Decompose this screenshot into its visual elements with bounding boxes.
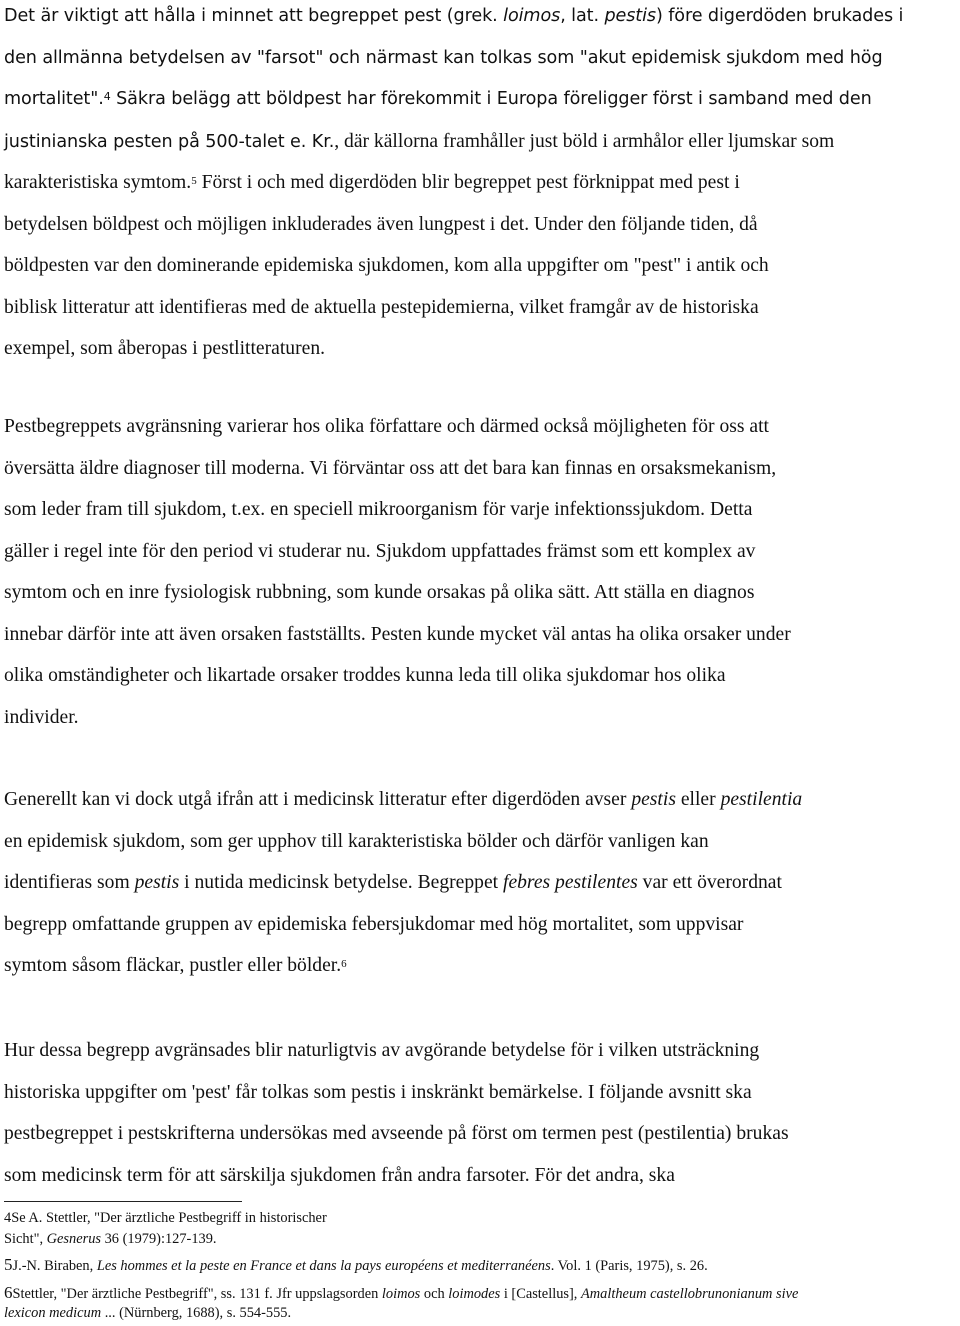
paragraph-4 (4, 1030, 956, 1196)
footnote-4 (4, 1208, 327, 1250)
text-line: den allmänna betydelsen av "farsot" och närmast kan tolkas som "akut epidemisk sjukdom med hög (4, 47, 883, 68)
footnote-text: 6Stettler, "Der ärztliche Pestbegriff", ss. 131 f. Jfr uppslagsorden loimos och loimodes i [Castellus], Amaltheum castellobrunonianum sive (4, 1283, 799, 1302)
footnote-number: 5 (4, 1255, 13, 1274)
text-line: böldpesten var den dominerande epidemiska sjukdomen, kom alla uppgifter om "pest" i antik och (4, 255, 769, 276)
text-line: identifieras som pestis i nutida medicinsk betydelse. Begreppet febres pestilentes var ett överordnat (4, 872, 782, 893)
text-line: symtom och en inre fysiologisk rubbning, som kunde orsakas på olika sätt. Att ställa en diagnos (4, 582, 755, 603)
text-line: som medicinsk term för att särskilja sjukdomen från andra farsoter. För det andra, ska (4, 1164, 675, 1186)
text-line: Det är viktigt att hålla i minnet att begreppet pest (grek. loimos, lat. pestis) före digerdöden brukades i (4, 6, 904, 26)
text-line: en epidemisk sjukdom, som ger upphov till karakteristiska bölder och därför vanligen kan (4, 830, 709, 852)
text-line: exempel, som åberopas i pestlitteraturen. (4, 338, 326, 359)
footnote-5 (4, 1254, 708, 1275)
text-line: Pestbegreppets avgränsning varierar hos olika författare och därmed också möjligheten för oss att (4, 416, 769, 437)
footnote-text: 5J.-N. Biraben, Les hommes et la peste en France et dans la pays européens et mediterranéens. Vol. 1 (Paris, 1975), s. 26. (4, 1255, 708, 1274)
text-line: innebar därför inte att även orsaken fastställts. Pesten kunde mycket väl antas ha olika orsaker under (4, 623, 791, 645)
text-line: mortalitet".$^4$ Säkra belägg att böldpest har förekommit i Europa föreligger först i samband med den (4, 89, 872, 109)
footnote-text: 4Se A. Stettler, "Der ärztliche Pestbegriff in historischer (4, 1210, 327, 1226)
text-line: olika omständigheter och likartade orsaker troddes kunna leda till olika sjukdomar hos olika (4, 665, 726, 686)
text-line: pestbegreppet i pestskrifterna undersökas med avseende på först om termen pest (pestilentia) brukas (4, 1123, 789, 1144)
text-line: biblisk litteratur att identifieras med de aktuella pestepidemierna, vilket framgår av de historiska (4, 296, 759, 318)
text-line: historiska uppgifter om 'pest' får tolkas som pestis i inskränkt bemärkelse. I följande avsnitt ska (4, 1081, 752, 1103)
footnote-text: Sicht", Gesnerus 36 (1979):127-139. (4, 1231, 217, 1247)
text-line: individer. (4, 706, 79, 728)
paragraph-2 (4, 406, 956, 738)
text-line: gäller i regel inte för den period vi studerar nu. Sjukdom uppfattades främst som ett komplex av (4, 540, 756, 562)
paragraph-1 (4, 0, 956, 370)
text-line: justinianska pesten på 500-talet e. Kr., där källorna framhåller just böld i armhålor eller ljumskar som (4, 130, 835, 152)
footnote-ref-5[interactable]: 5 (191, 175, 197, 187)
footnote-separator (4, 1201, 242, 1202)
paragraph-3 (4, 779, 956, 987)
footnote-6 (4, 1282, 798, 1324)
footnote-text: lexicon medicum ... (Nürnberg, 1688), s. 554-555. (4, 1305, 292, 1321)
footnote-number: 6 (4, 1283, 13, 1302)
text-line: översätta äldre diagnoser till moderna. Vi förväntar oss att det bara kan finnas en orsaksmekanism, (4, 457, 777, 479)
text-line: symtom såsom fläckar, pustler eller bölder.$^6$ (4, 955, 347, 976)
text-line: begrepp omfattande gruppen av epidemiska febersjukdomar med hög mortalitet, som uppvisar (4, 913, 744, 935)
text-line: karakteristiska symtom.$^5$ Först i och med digerdöden blir begreppet pest förknippat med pest i (4, 172, 740, 193)
text-line: Generellt kan vi dock utgå ifrån att i medicinsk litteratur efter digerdöden avser pestis eller pestilentia (4, 789, 803, 810)
text-line: Hur dessa begrepp avgränsades blir naturligtvis av avgörande betydelse för i vilken utsträckning (4, 1040, 760, 1061)
footnote-ref-6[interactable]: 6 (341, 958, 347, 970)
text-line: betydelsen böldpest och möjligen inkluderades även lungpest i det. Under den följande tiden, då (4, 213, 758, 235)
footnote-ref-4[interactable]: 4 (103, 90, 111, 103)
text-line: som leder fram till sjukdom, t.ex. en speciell mikroorganism för varje infektionssjukdom. Detta (4, 499, 753, 520)
